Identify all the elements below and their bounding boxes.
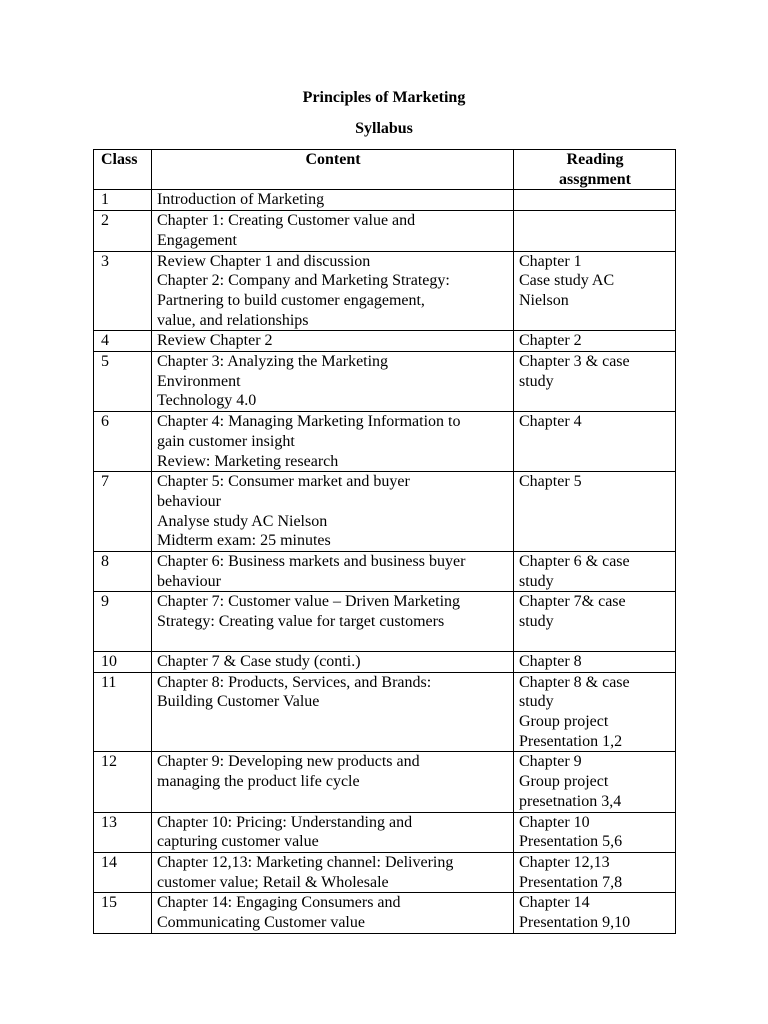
class-number: 10 bbox=[94, 651, 152, 672]
content-line: gain customer insight bbox=[157, 432, 295, 450]
content-line: behaviour bbox=[157, 492, 221, 510]
content-line: customer value; Retail & Wholesale bbox=[157, 873, 389, 891]
content-cell bbox=[152, 331, 514, 352]
reading-line: Presentation 1,2 bbox=[519, 732, 623, 750]
reading-line: study bbox=[519, 372, 554, 390]
content-line: Technology 4.0 bbox=[157, 392, 257, 410]
reading-cell bbox=[514, 651, 676, 672]
reading-cell bbox=[514, 472, 676, 552]
content-cell bbox=[152, 672, 514, 752]
content-line: behaviour bbox=[157, 572, 221, 590]
reading-line: Group project bbox=[519, 712, 609, 730]
reading-cell bbox=[514, 251, 676, 331]
content-line: Chapter 14: Engaging Consumers and bbox=[157, 894, 401, 912]
reading-line: Case study AC bbox=[519, 272, 615, 290]
reading-cell bbox=[514, 190, 676, 211]
reading-line: study bbox=[519, 613, 554, 631]
reading-line: Group project bbox=[519, 773, 609, 791]
content-cell bbox=[152, 752, 514, 812]
content-line: Chapter 5: Consumer market and buyer bbox=[157, 473, 410, 491]
content-line: Chapter 2: Company and Marketing Strategy: bbox=[157, 272, 450, 290]
document-title: Principles of Marketing bbox=[302, 89, 466, 106]
reading-cell bbox=[514, 331, 676, 352]
class-number: 2 bbox=[94, 211, 152, 251]
table-row bbox=[94, 651, 676, 672]
class-number: 4 bbox=[94, 331, 152, 352]
content-line: Engagement bbox=[157, 231, 237, 249]
reading-line: Presentation 5,6 bbox=[519, 833, 623, 851]
reading-line: Presentation 7,8 bbox=[519, 873, 623, 891]
reading-line: Nielson bbox=[519, 291, 569, 309]
content-line: Chapter 7: Customer value – Driven Marketing bbox=[157, 593, 461, 611]
reading-cell bbox=[514, 752, 676, 812]
header-content: Content bbox=[152, 150, 514, 190]
reading-line: study bbox=[519, 572, 554, 590]
reading-line: Chapter 3 & case bbox=[519, 353, 630, 371]
content-line: value, and relationships bbox=[157, 311, 309, 329]
reading-line: presetnation 3,4 bbox=[519, 792, 622, 810]
content-line: capturing customer value bbox=[157, 833, 319, 851]
reading-cell bbox=[514, 893, 676, 933]
reading-line: Chapter 1 bbox=[519, 252, 582, 270]
class-number: 13 bbox=[94, 812, 152, 852]
content-cell bbox=[152, 190, 514, 211]
table-row bbox=[94, 190, 676, 211]
content-line: Midterm exam: 25 minutes bbox=[157, 532, 331, 550]
content-line: Chapter 8: Products, Services, and Brands: bbox=[157, 673, 432, 691]
table-row bbox=[94, 472, 676, 552]
class-number: 1 bbox=[94, 190, 152, 211]
content-line: Analyse study AC Nielson bbox=[157, 512, 328, 530]
class-number: 14 bbox=[94, 852, 152, 892]
content-cell bbox=[152, 211, 514, 251]
header-reading-line: Reading bbox=[566, 151, 624, 168]
content-line: Chapter 6: Business markets and business buyer bbox=[157, 553, 466, 571]
table-header-row bbox=[94, 150, 676, 190]
content-cell bbox=[152, 412, 514, 472]
reading-line: Chapter 6 & case bbox=[519, 553, 630, 571]
table-row bbox=[94, 592, 676, 651]
syllabus-table bbox=[93, 149, 676, 934]
reading-cell bbox=[514, 592, 676, 651]
content-cell bbox=[152, 251, 514, 331]
reading-line: Chapter 12,13 bbox=[519, 853, 610, 871]
table-row bbox=[94, 412, 676, 472]
content-cell bbox=[152, 651, 514, 672]
content-cell bbox=[152, 472, 514, 552]
reading-cell bbox=[514, 812, 676, 852]
reading-cell bbox=[514, 412, 676, 472]
reading-line: Chapter 10 bbox=[519, 813, 590, 831]
reading-line: Chapter 8 bbox=[519, 652, 582, 670]
content-line: Chapter 9: Developing new products and bbox=[157, 753, 420, 771]
content-cell bbox=[152, 893, 514, 933]
table-row bbox=[94, 352, 676, 412]
content-cell bbox=[152, 852, 514, 892]
content-line: Building Customer Value bbox=[157, 693, 320, 711]
reading-line: Presentation 9,10 bbox=[519, 914, 631, 932]
class-number: 15 bbox=[94, 893, 152, 933]
reading-line: study bbox=[519, 693, 554, 711]
class-number: 8 bbox=[94, 552, 152, 592]
table-row bbox=[94, 211, 676, 251]
content-line: Communicating Customer value bbox=[157, 914, 365, 932]
class-number: 9 bbox=[94, 592, 152, 651]
reading-line: Chapter 5 bbox=[519, 473, 582, 491]
table-row bbox=[94, 331, 676, 352]
reading-line: Chapter 14 bbox=[519, 894, 590, 912]
content-line: Chapter 4: Managing Marketing Information to bbox=[157, 413, 461, 431]
document-subtitle: Syllabus bbox=[355, 120, 413, 137]
header-reading bbox=[514, 150, 676, 190]
content-line: Review: Marketing research bbox=[157, 452, 339, 470]
class-number: 11 bbox=[94, 672, 152, 752]
class-number: 6 bbox=[94, 412, 152, 472]
class-number: 3 bbox=[94, 251, 152, 331]
class-number: 7 bbox=[94, 472, 152, 552]
reading-line: Chapter 7& case bbox=[519, 593, 626, 611]
class-number: 12 bbox=[94, 752, 152, 812]
reading-line: Chapter 4 bbox=[519, 413, 582, 431]
content-line: Review Chapter 2 bbox=[157, 332, 273, 350]
reading-cell bbox=[514, 852, 676, 892]
header-reading-line: assgnment bbox=[558, 170, 631, 188]
table-row bbox=[94, 752, 676, 812]
table-row bbox=[94, 812, 676, 852]
content-line: Review Chapter 1 and discussion bbox=[157, 252, 371, 270]
content-cell bbox=[152, 812, 514, 852]
table-row bbox=[94, 552, 676, 592]
reading-cell bbox=[514, 211, 676, 251]
table-row bbox=[94, 852, 676, 892]
content-line: Partnering to build customer engagement, bbox=[157, 291, 425, 309]
content-cell bbox=[152, 592, 514, 651]
header-class: Class bbox=[94, 150, 152, 190]
content-line: Chapter 10: Pricing: Understanding and bbox=[157, 813, 413, 831]
content-cell bbox=[152, 552, 514, 592]
content-line: Strategy: Creating value for target customers bbox=[157, 613, 445, 631]
content-line: Chapter 3: Analyzing the Marketing bbox=[157, 353, 389, 371]
class-number: 5 bbox=[94, 352, 152, 412]
reading-line: Chapter 9 bbox=[519, 753, 582, 771]
content-line: Introduction of Marketing bbox=[157, 191, 325, 209]
reading-cell bbox=[514, 672, 676, 752]
reading-line: Chapter 2 bbox=[519, 332, 582, 350]
reading-cell bbox=[514, 352, 676, 412]
content-line: managing the product life cycle bbox=[157, 773, 360, 791]
table-row bbox=[94, 672, 676, 752]
content-line: Environment bbox=[157, 372, 241, 390]
reading-line: Chapter 8 & case bbox=[519, 673, 630, 691]
table-row bbox=[94, 893, 676, 933]
table-row bbox=[94, 251, 676, 331]
reading-cell bbox=[514, 552, 676, 592]
content-line: Chapter 7 & Case study (conti.) bbox=[157, 652, 361, 670]
content-cell bbox=[152, 352, 514, 412]
content-line: Chapter 1: Creating Customer value and bbox=[157, 212, 416, 230]
content-line: Chapter 12,13: Marketing channel: Delivering bbox=[157, 853, 454, 871]
